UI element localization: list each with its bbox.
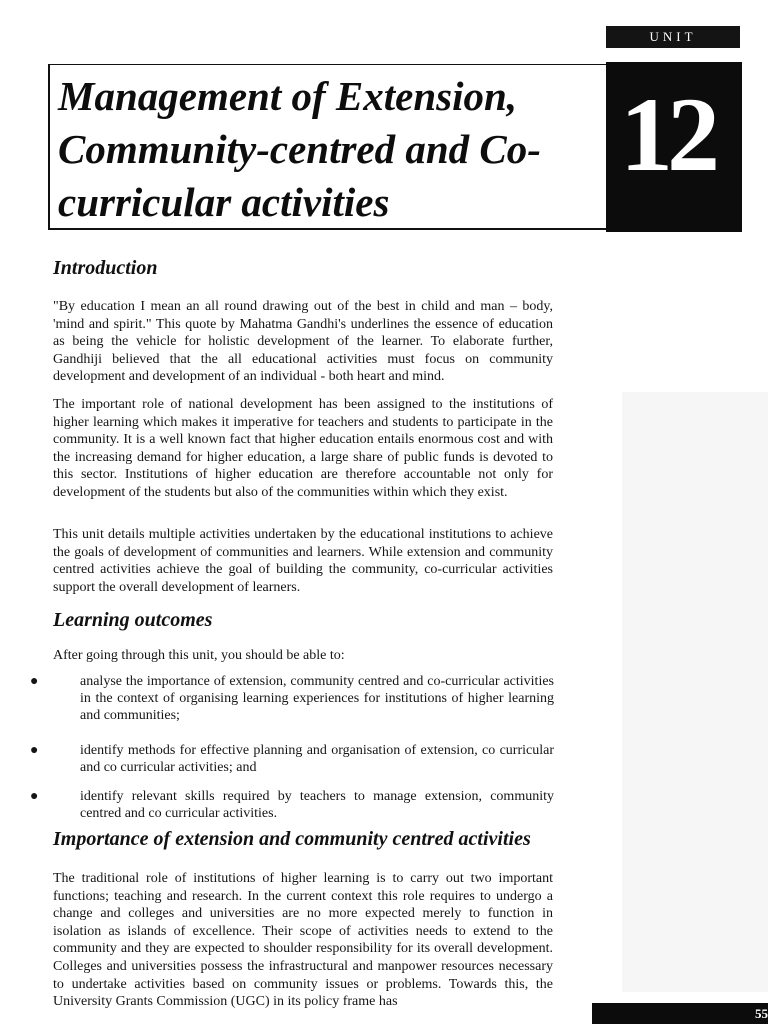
unit-number: 12 xyxy=(620,76,714,193)
list-item-text: analyse the importance of extension, community centred and co-curricular activities in the context of organising learning experiences for institutions of higher learning and communities; xyxy=(80,674,554,723)
learning-outcomes-list xyxy=(30,673,554,822)
learning-outcomes-intro: After going through this unit, you should be able to: xyxy=(53,648,345,663)
bullet-icon: ● xyxy=(30,789,39,804)
list-item xyxy=(30,742,554,776)
bullet-icon: ● xyxy=(30,674,39,689)
page-edge-shading xyxy=(622,392,768,992)
page-number: 55 xyxy=(592,1003,768,1024)
intro-paragraph-3: This unit details multiple activities undertaken by the educational institutions to achieve the goals of development of communities and learners. While extension and community centred activities achieve the goal of building the community, co-curricular activities support the overall development of learners. xyxy=(53,527,553,595)
importance-paragraph: The traditional role of institutions of higher learning is to carry out two important functions; teaching and research. In the current context this role requires to undergo a change and colleges and universities are no more expected merely to function in isolation as islands of excellence. Their scope of activities needs to extend to the community and they are expected to shoulder responsibility for its overall development. Colleges and universities possess the infrastructural and manpower resources necessary to undertake activities based on community issues or problems. Towards this, the University Grants Commission (UGC) in its policy frame has xyxy=(53,871,553,1010)
list-item xyxy=(30,673,554,724)
learning-outcomes-heading: Learning outcomes xyxy=(53,609,213,631)
bullet-icon: ● xyxy=(30,743,39,758)
unit-number-block xyxy=(606,62,742,232)
introduction-heading: Introduction xyxy=(53,257,158,279)
unit-label: UNIT xyxy=(606,26,740,48)
list-item xyxy=(30,788,554,822)
page-title: Management of Extension, Community-centred and Co-curricular activities xyxy=(58,73,541,225)
intro-paragraph-1: "By education I mean an all round drawing out of the best in child and man – body, 'mind and spirit." This quote by Mahatma Gandhi's underlines the essence of education as being the vehicle for holistic development of the learner. To elaborate further, Gandhiji believed that the all educational activities must focus on community development and development of an individual - both heart and mind. xyxy=(53,299,553,385)
list-item-text: identify methods for effective planning and organisation of extension, co curricular and co curricular activities; and xyxy=(80,743,554,775)
list-item-text: identify relevant skills required by teachers to manage extension, community centred and co curricular activities. xyxy=(80,789,554,821)
importance-heading: Importance of extension and community centred activities xyxy=(53,828,531,850)
intro-paragraph-2: The important role of national development has been assigned to the institutions of higher learning which makes it imperative for teachers and students to participate in the community. It is a well known fact that higher education entails enormous cost and with the increasing demand for higher education, a large share of public funds is devoted to this sector. Institutions of higher education are therefore accountable not only for development of the students but also of the communities within which they exist. xyxy=(53,397,553,500)
